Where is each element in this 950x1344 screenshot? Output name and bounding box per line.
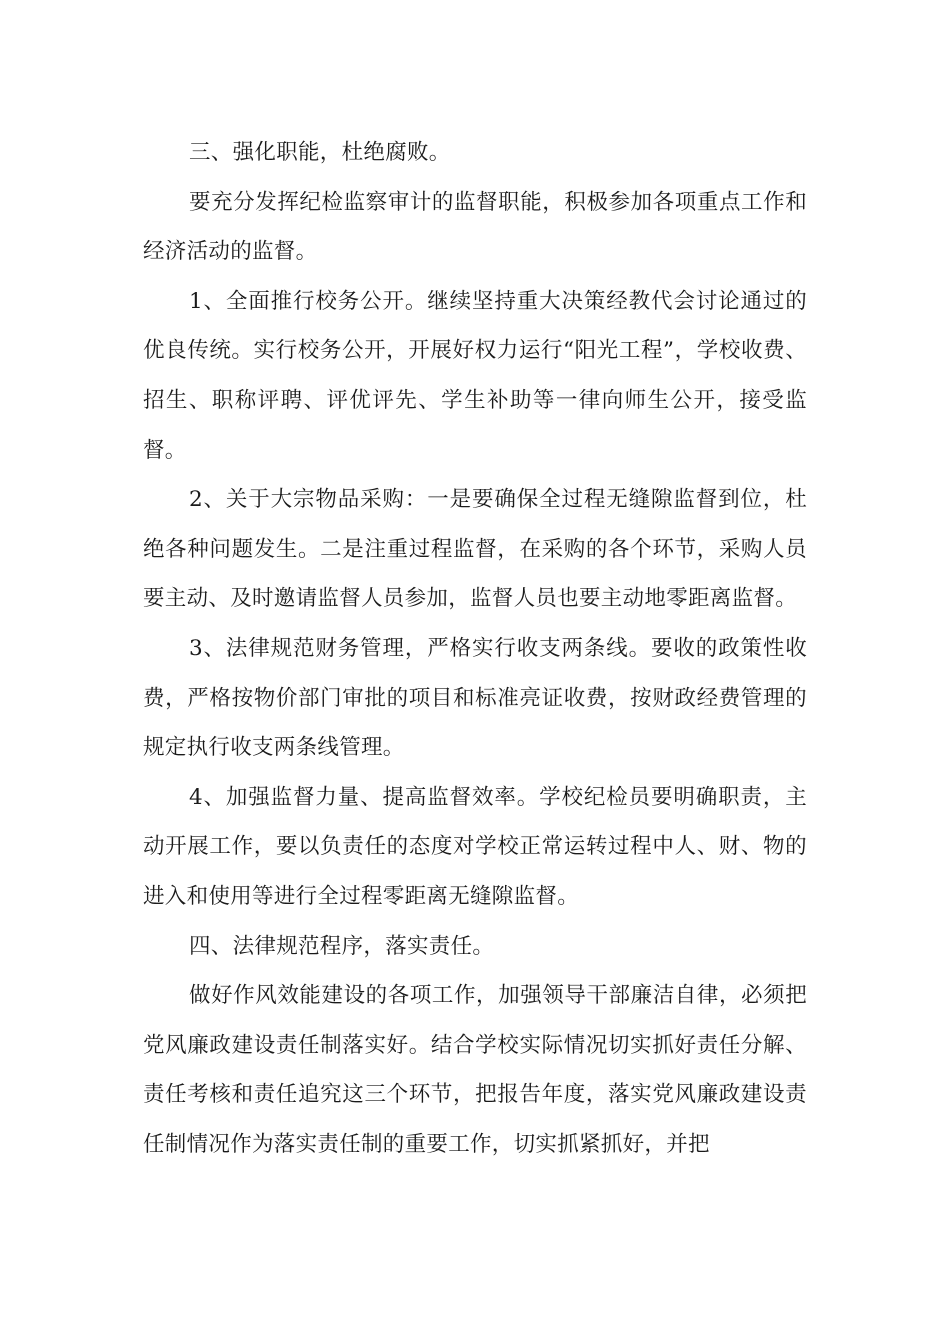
paragraph-item-4: 4、加强监督力量、提高监督效率。学校纪检员要明确职责，主动开展工作，要以负责任的态度对学校正常运转过程中人、财、物的进入和使用等进行全过程零距离无缝隙监督。 xyxy=(143,784,807,909)
section-heading-3: 三、强化职能，杜绝腐败。 xyxy=(189,140,451,165)
paragraph-item-1: 1、全面推行校务公开。继续坚持重大决策经教代会讨论通过的优良传统。实行校务公开，开展好权力运行“阳光工程”，学校收费、招生、职称评聘、评优评先、学生补助等一律向师生公开，接受监督。 xyxy=(143,288,807,463)
section-heading-4: 四、法律规范程序，落实责任。 xyxy=(189,933,495,959)
paragraph-responsibility: 做好作风效能建设的各项工作，加强领导干部廉洁自律，必须把党风廉政建设责任制落实好。结合学校实际情况切实抓好责任分解、责任考核和责任追究这三个环节，把报告年度，落实党风廉政建设责任制情况作为落实责任制的重要工作，切实抓紧抓好，并把 xyxy=(143,983,807,1157)
paragraph-item-2: 2、关于大宗物品采购：一是要确保全过程无缝隙监督到位，杜绝各种问题发生。二是注重过程监督，在采购的各个环节，采购人员要主动、及时邀请监督人员参加，监督人员也要主动地零距离监督。 xyxy=(143,487,807,612)
document-body xyxy=(143,128,807,1169)
paragraph-item-3: 3、法律规范财务管理，严格实行收支两条线。要收的政策性收费，严格按物价部门审批的项目和标准亮证收费，按财政经费管理的规定执行收支两条线管理。 xyxy=(143,635,807,761)
paragraph-supervision-intro: 要充分发挥纪检监察审计的监督职能，积极参加各项重点工作和经济活动的监督。 xyxy=(143,189,807,265)
